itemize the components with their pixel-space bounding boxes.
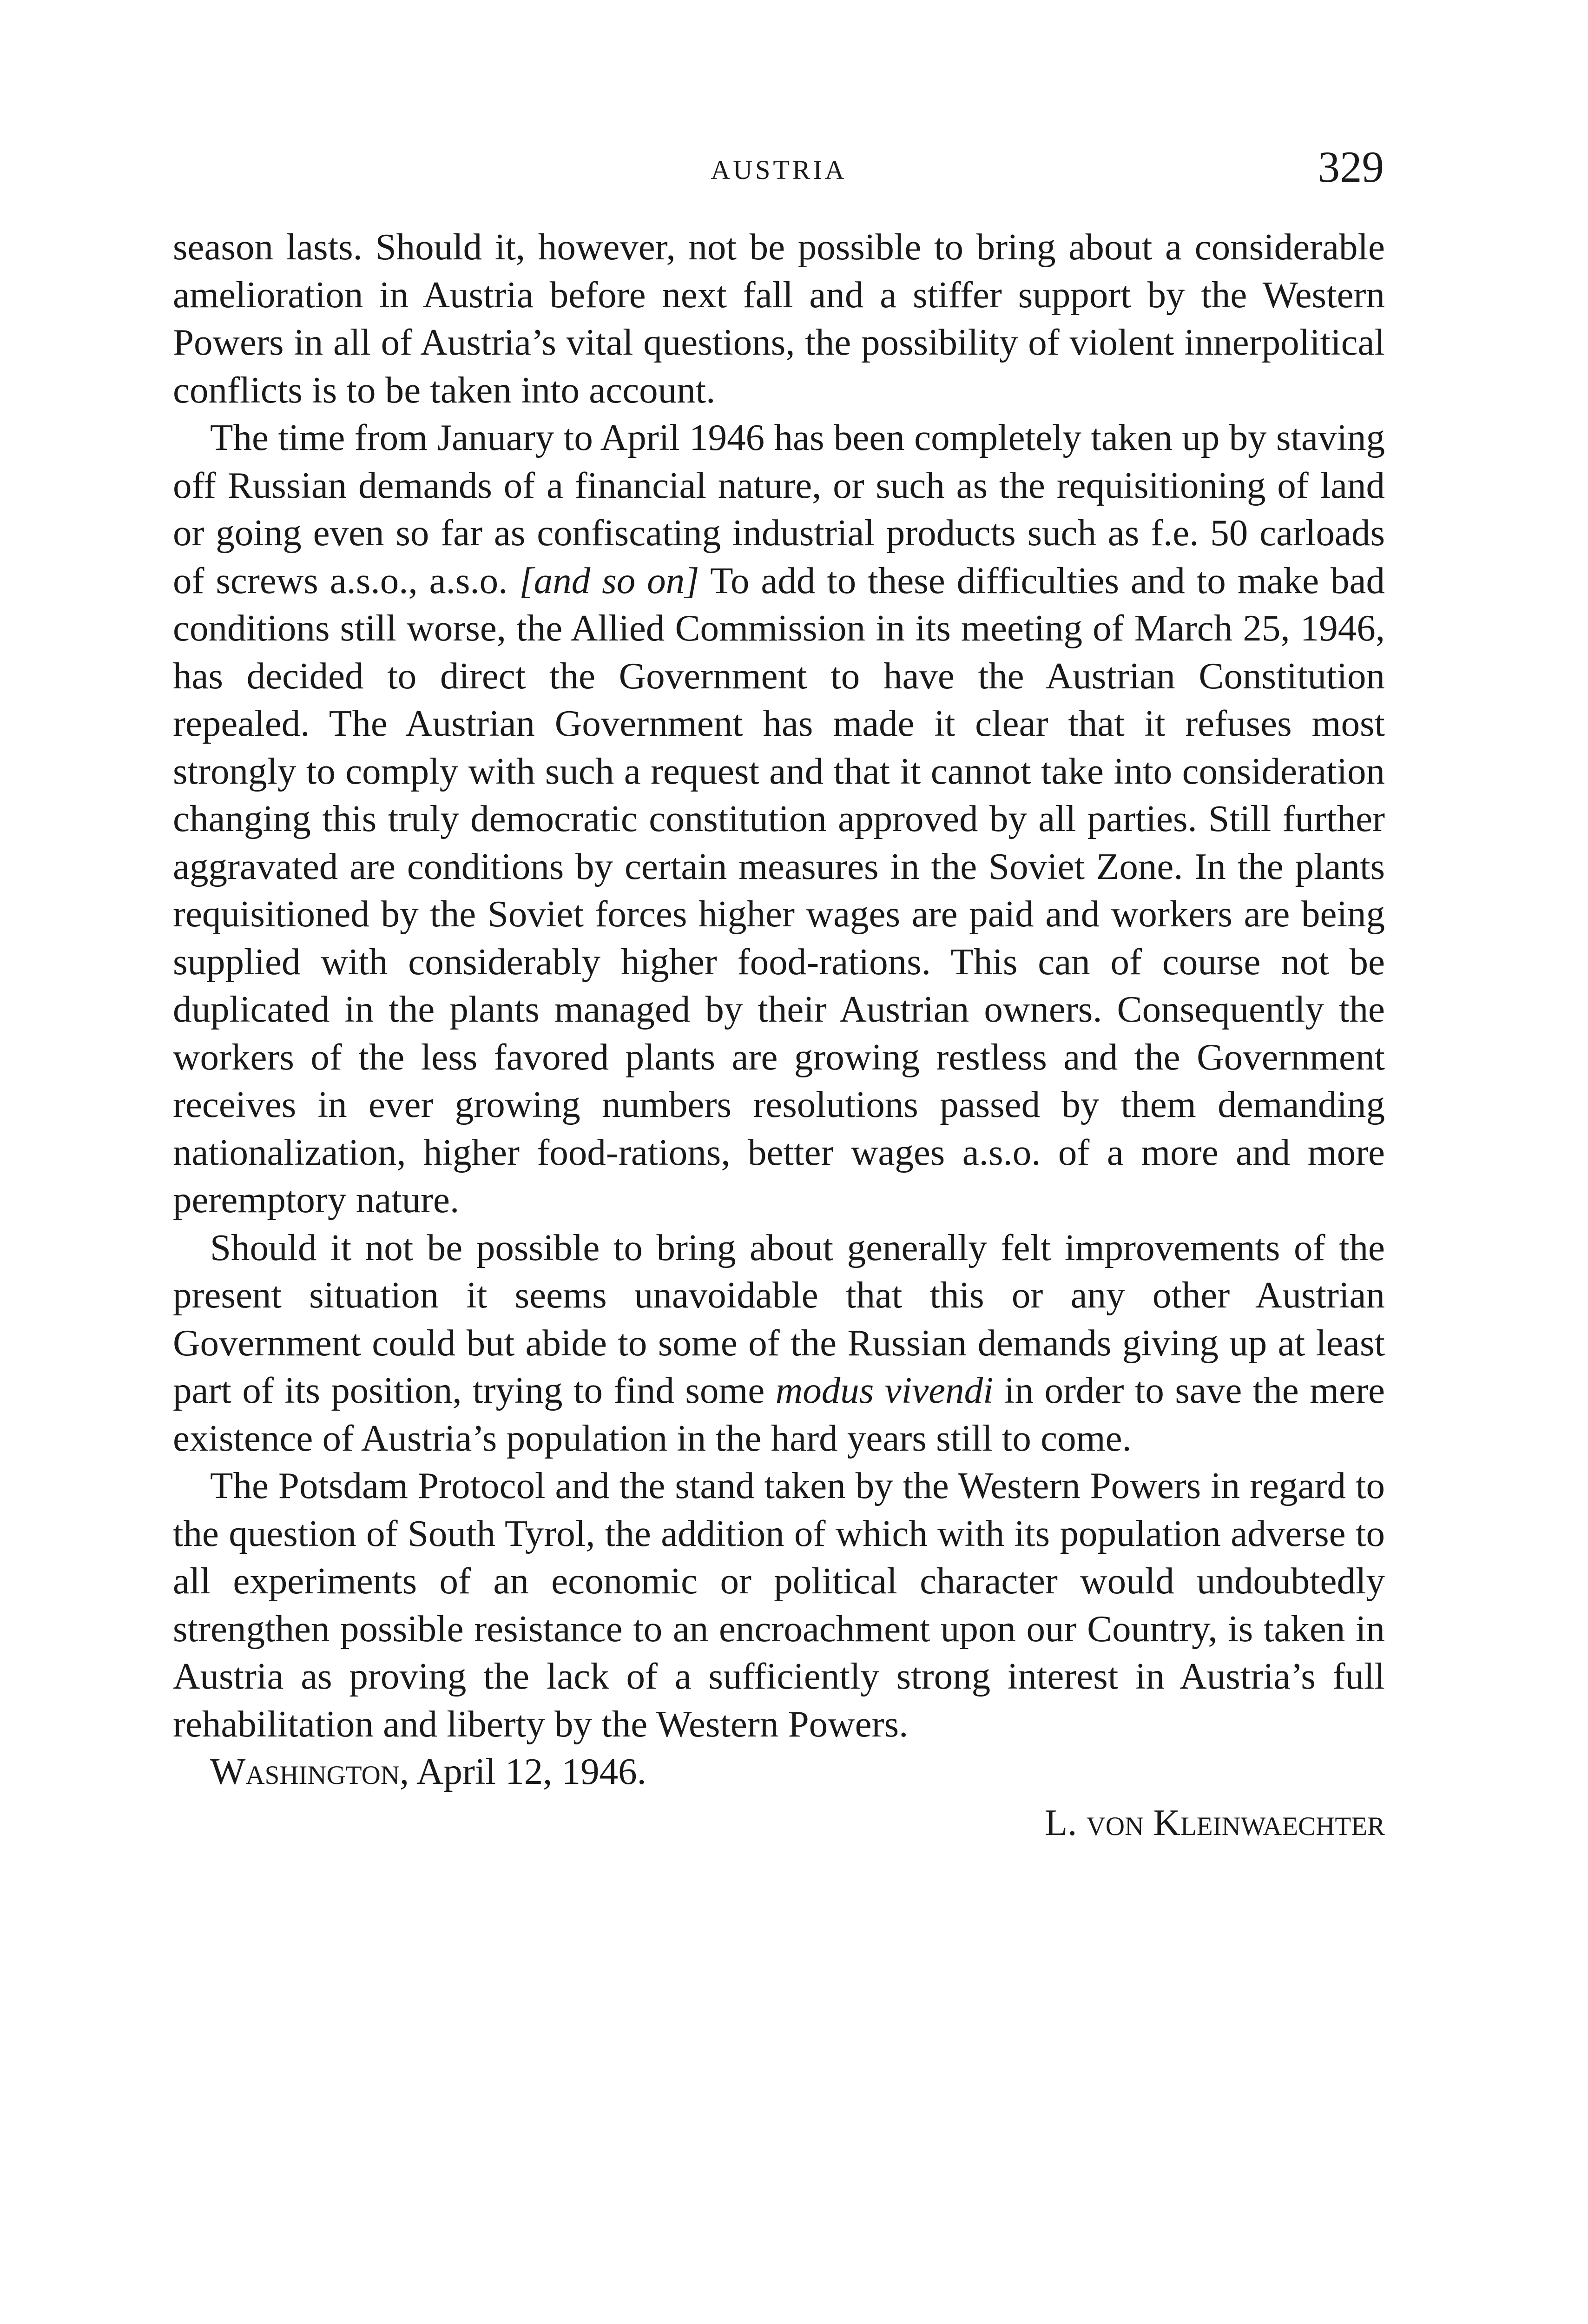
paragraph-4 (173, 1462, 1385, 1748)
paragraph-text-before-italic: Should it not be possible to bring about generally felt improvements of the present situation it seems unavoidable that this or any other Austrian Government could but abide to some of the Russian demands giving up at least part of its position, trying to find some (173, 1226, 1385, 1411)
editorial-bracket-note: [and so on] (519, 559, 699, 601)
italic-phrase: modus vivendi (775, 1369, 994, 1411)
paragraph-text-before-note: The time from January to April 1946 has been completely taken up by staving off Russian demands of a financial nature, or such as the requisitioning of land or going even so far as confiscating industrial products such as f.e. 50 carloads of screws a.s.o., a.s.o. (173, 416, 1385, 601)
signature-name: von Kleinwaechter (1086, 1802, 1385, 1843)
dateline-place: Washington (210, 1750, 400, 1792)
signature-row (173, 1795, 1385, 1842)
dateline-row (173, 1748, 1385, 1795)
signature (1045, 1799, 1385, 1847)
paragraph-3 (173, 1224, 1385, 1462)
dateline: Washington, April 12, 1946. (210, 1750, 646, 1792)
paragraph-2 (173, 414, 1385, 1224)
page-header (173, 142, 1385, 201)
running-head: AUSTRIA (711, 155, 847, 185)
dateline-date: April 12, 1946. (416, 1750, 646, 1792)
paragraph-text-after-note: To add to these difficulties and to make bad conditions still worse, the Allied Commission in its meeting of March 25, 1946, has decided to direct the Government to have the Austrian Constitution repealed. The Austrian Government has made it clear that it refuses most strongly to comply with such a request and that it cannot take into consideration changing this truly democratic constitution approved by all parties. Still further aggravated are conditions by certain measures in the Soviet Zone. In the plants requisitioned by the Soviet forces higher wages are paid and workers are being supplied with considerably higher food-rations. This can of course not be duplicated in the plants managed by their Austrian owners. Consequently the workers of the less favored plants are growing restless and the Government receives in ever growing numbers resolutions passed by them demanding nationalization, higher food-rations, better wages a.s.o. of a more and more peremptory nature. (173, 559, 1385, 1221)
body-text (173, 223, 1385, 1842)
paragraph-text-after-italic: in order to save the mere existence of Austria’s population in the hard years still to come. (173, 1369, 1385, 1459)
page-number: 329 (1318, 142, 1384, 191)
paragraph-text: season lasts. Should it, however, not be possible to bring about a considerable amelioration in Austria before next fall and a stiffer support by the Western Powers in all of Austria’s vital questions, the possibility of violent innerpolitical conflicts is to be taken into account. (173, 226, 1385, 411)
paragraph-1 (173, 223, 1385, 414)
signature-initial: L. (1044, 1802, 1077, 1843)
paragraph-text: The Potsdam Protocol and the stand taken by the Western Powers in regard to the question of South Tyrol, the addition of which with its population adverse to all experiments of an economic or political character would undoubtedly strengthen possible resistance to an encroachment upon our Country, is taken in Austria as proving the lack of a sufficiently strong interest in Austria’s full rehabilitation and liberty by the Western Powers. (173, 1465, 1385, 1745)
